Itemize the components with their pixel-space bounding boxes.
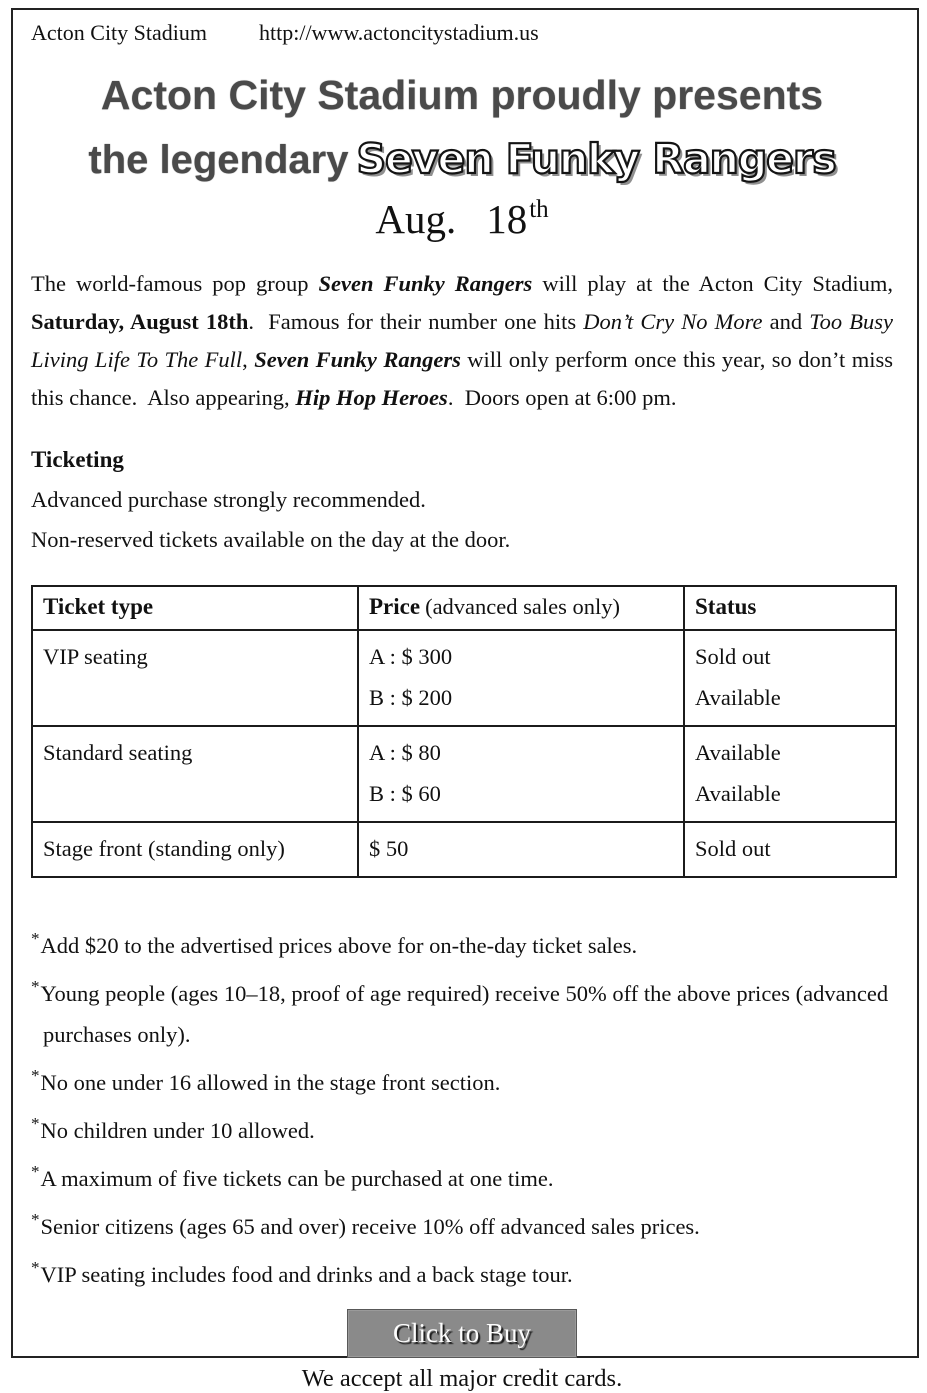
intro-segment-band: Seven Funky Rangers (254, 347, 461, 372)
buy-button[interactable] (347, 1309, 577, 1358)
intro-segment: will play at the Acton City Stadium, (532, 271, 899, 296)
ticketing-line: Non-reserved tickets available on the day at the door. (31, 527, 511, 552)
footer-note: We accept all major credit cards. (301, 1365, 623, 1392)
status-line: Sold out (695, 644, 771, 669)
note-asterisk: * (31, 1210, 40, 1229)
note-item (31, 1247, 893, 1295)
intro-segment-band: Hip Hop Heroes (295, 385, 448, 410)
note-item (31, 966, 893, 1055)
intro-segment: , (242, 347, 255, 372)
site-url[interactable]: http://www.actoncitystadium.us (259, 20, 539, 45)
main-title: Acton City Stadium proudly presents (100, 72, 824, 118)
note-text: Add $20 to the advertised prices above for on-the-day ticket sales. (40, 933, 638, 958)
intro-segment: and (762, 309, 810, 334)
ticketing-line: Advanced purchase strongly recommended. (31, 487, 426, 512)
intro-segment-song: Don’t Cry No More (583, 309, 763, 334)
ticket-type-label: Standard seating (43, 740, 193, 765)
price-line: $ 50 (369, 836, 409, 861)
intro-segment-band: Seven Funky Rangers (318, 271, 533, 296)
note-item (31, 1199, 893, 1247)
note-asterisk: * (31, 1162, 40, 1181)
column-header-ticket-type: Ticket type (32, 586, 358, 630)
note-asterisk: * (31, 1066, 40, 1085)
event-date-day: 18 (486, 196, 528, 242)
intro-segment-song: Too Busy Living Life To The Full (31, 309, 899, 372)
page-frame (11, 8, 919, 1392)
site-name: Acton City Stadium (31, 20, 207, 45)
status-cell (684, 726, 896, 822)
price-line: A : $ 300 (369, 644, 453, 669)
note-text: A maximum of five tickets can be purchased at one time. (40, 1166, 554, 1191)
buy-button-label: Click to Buy (392, 1318, 531, 1348)
ticket-type-label: VIP seating (43, 644, 148, 669)
ticket-type-cell (32, 822, 358, 877)
note-asterisk: * (31, 977, 40, 996)
price-line: A : $ 80 (369, 740, 441, 765)
note-asterisk: * (31, 1258, 40, 1277)
price-cell (358, 630, 684, 726)
intro-segment-date: Saturday, August 18th (31, 309, 249, 334)
status-cell (684, 630, 896, 726)
table-row-stage-front (32, 822, 896, 877)
site-header (31, 20, 893, 46)
intro-paragraph (31, 265, 899, 417)
note-text: No children under 10 allowed. (40, 1118, 315, 1143)
status-cell (684, 822, 896, 877)
note-text: Young people (ages 10–18, proof of age required) receive 50% off the above prices (advanced purchases only). (40, 981, 889, 1047)
price-cell (358, 822, 684, 877)
status-line: Available (695, 781, 781, 806)
ticket-type-cell (32, 726, 358, 822)
table-header-row (32, 586, 896, 630)
column-header-price (358, 586, 684, 630)
status-line: Available (695, 685, 781, 710)
event-date (31, 195, 893, 243)
status-line: Sold out (695, 836, 771, 861)
note-item (31, 1151, 893, 1199)
event-date-month: Aug. (375, 196, 457, 242)
band-name-title: Seven Funky Rangers (356, 135, 836, 183)
column-header-status: Status (684, 586, 896, 630)
intro-segment: . Doors open at 6:00 pm. (447, 385, 677, 410)
ticket-table (31, 585, 897, 878)
sub-title (31, 135, 893, 183)
note-item (31, 1103, 893, 1151)
intro-segment: . Famous for their number one hits (248, 309, 584, 334)
note-asterisk: * (31, 1114, 40, 1133)
table-row-vip (32, 630, 896, 726)
note-item (31, 1055, 893, 1103)
note-asterisk: * (31, 929, 40, 948)
price-line: B : $ 200 (369, 685, 453, 710)
sub-title-prefix: the legendary (88, 138, 349, 182)
notes-list (31, 918, 893, 1295)
event-date-ordinal: th (529, 196, 549, 223)
table-row-standard (32, 726, 896, 822)
note-text: Senior citizens (ages 65 and over) receive 10% off advanced sales prices. (40, 1214, 700, 1239)
ticketing-heading: Ticketing (31, 447, 124, 472)
price-header-note: (advanced sales only) (425, 594, 620, 619)
ticket-type-cell (32, 630, 358, 726)
price-header-label: Price (369, 594, 421, 619)
intro-segment: will only perform once this year, so don’t miss this chance. Also appearing, (31, 347, 899, 410)
ticket-type-label: Stage front (standing only) (43, 836, 285, 861)
note-text: VIP seating includes food and drinks and a back stage tour. (40, 1262, 573, 1287)
note-item (31, 918, 893, 966)
intro-segment: The world-famous pop group (31, 271, 319, 296)
note-text: No one under 16 allowed in the stage front section. (40, 1070, 501, 1095)
price-line: B : $ 60 (369, 781, 441, 806)
price-cell (358, 726, 684, 822)
status-line: Available (695, 740, 781, 765)
